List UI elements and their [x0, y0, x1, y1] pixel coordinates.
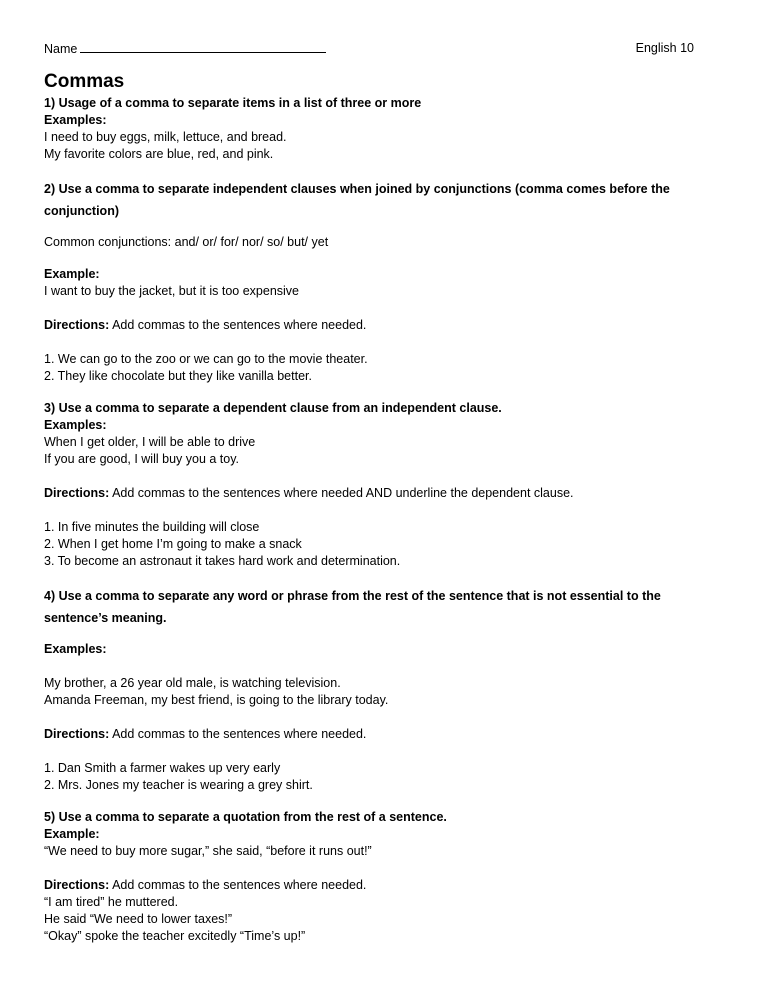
directions-label: Directions:: [44, 486, 110, 500]
directions-label: Directions:: [44, 878, 110, 892]
section-4-heading: 4) Use a comma to separate any word or phrase from the rest of the sentence that is not essential to the sentence’s meaning.: [44, 589, 661, 625]
example-line: I need to buy eggs, milk, lettuce, and bread.: [44, 130, 287, 144]
exercise-item: 3. To become an astronaut it takes hard work and determination.: [44, 554, 401, 568]
directions-text: Add commas to the sentences where needed.: [109, 878, 367, 892]
directions-text: Add commas to the sentences where needed.: [109, 727, 367, 741]
directions-text: Add commas to the sentences where needed.: [109, 318, 367, 332]
section-4-examples-label: Examples:: [44, 642, 107, 656]
section-4-directions: [44, 726, 724, 743]
exercise-item: “Okay” spoke the teacher excitedly “Time’s up!”: [44, 929, 306, 943]
example-line: Amanda Freeman, my best friend, is going to the library today.: [44, 693, 389, 707]
conjunctions-list: Common conjunctions: and/ or/ for/ nor/ so/ but/ yet: [44, 235, 329, 249]
section-3-directions: [44, 485, 724, 502]
example-line: My favorite colors are blue, red, and pink.: [44, 147, 274, 161]
section-5-directions: [44, 877, 724, 894]
exercise-item: 2. When I get home I’m going to make a snack: [44, 537, 302, 551]
example-line: “We need to buy more sugar,” she said, “before it runs out!”: [44, 844, 372, 858]
section-1-heading: 1) Usage of a comma to separate items in a list of three or more: [44, 96, 422, 110]
exercise-item: 2. They like chocolate but they like vanilla better.: [44, 369, 312, 383]
example-line: When I get older, I will be able to drive: [44, 435, 256, 449]
section-3-examples-label: Examples:: [44, 418, 107, 432]
exercise-item: 1. Dan Smith a farmer wakes up very early: [44, 761, 281, 775]
directions-text: Add commas to the sentences where needed AND underline the dependent clause.: [109, 486, 574, 500]
section-2-heading: 2) Use a comma to separate independent clauses when joined by conjunctions (comma comes before the conjunction): [44, 182, 670, 218]
exercise-item: He said “We need to lower taxes!”: [44, 912, 233, 926]
course-label: English 10: [635, 41, 694, 55]
worksheet-page: [44, 40, 724, 945]
example-line: I want to buy the jacket, but it is too expensive: [44, 284, 300, 298]
example-line: My brother, a 26 year old male, is watching television.: [44, 676, 341, 690]
section-2-directions: [44, 317, 724, 334]
section-2-example-label: Example:: [44, 267, 100, 281]
example-line: If you are good, I will buy you a toy.: [44, 452, 240, 466]
name-field[interactable]: [44, 40, 326, 58]
name-blank-line[interactable]: [80, 40, 326, 53]
section-3-heading: 3) Use a comma to separate a dependent clause from an independent clause.: [44, 401, 502, 415]
exercise-item: 1. In five minutes the building will close: [44, 520, 260, 534]
section-1-examples-label: Examples:: [44, 113, 107, 127]
exercise-item: 1. We can go to the zoo or we can go to the movie theater.: [44, 352, 368, 366]
directions-label: Directions:: [44, 318, 110, 332]
page-title: Commas: [44, 71, 125, 92]
worksheet-header: [44, 40, 696, 58]
exercise-item: “I am tired” he muttered.: [44, 895, 179, 909]
name-label: Name: [44, 42, 78, 56]
exercise-item: 2. Mrs. Jones my teacher is wearing a grey shirt.: [44, 778, 313, 792]
section-5-example-label: Example:: [44, 827, 100, 841]
directions-label: Directions:: [44, 727, 110, 741]
section-5-heading: 5) Use a comma to separate a quotation from the rest of a sentence.: [44, 810, 447, 824]
